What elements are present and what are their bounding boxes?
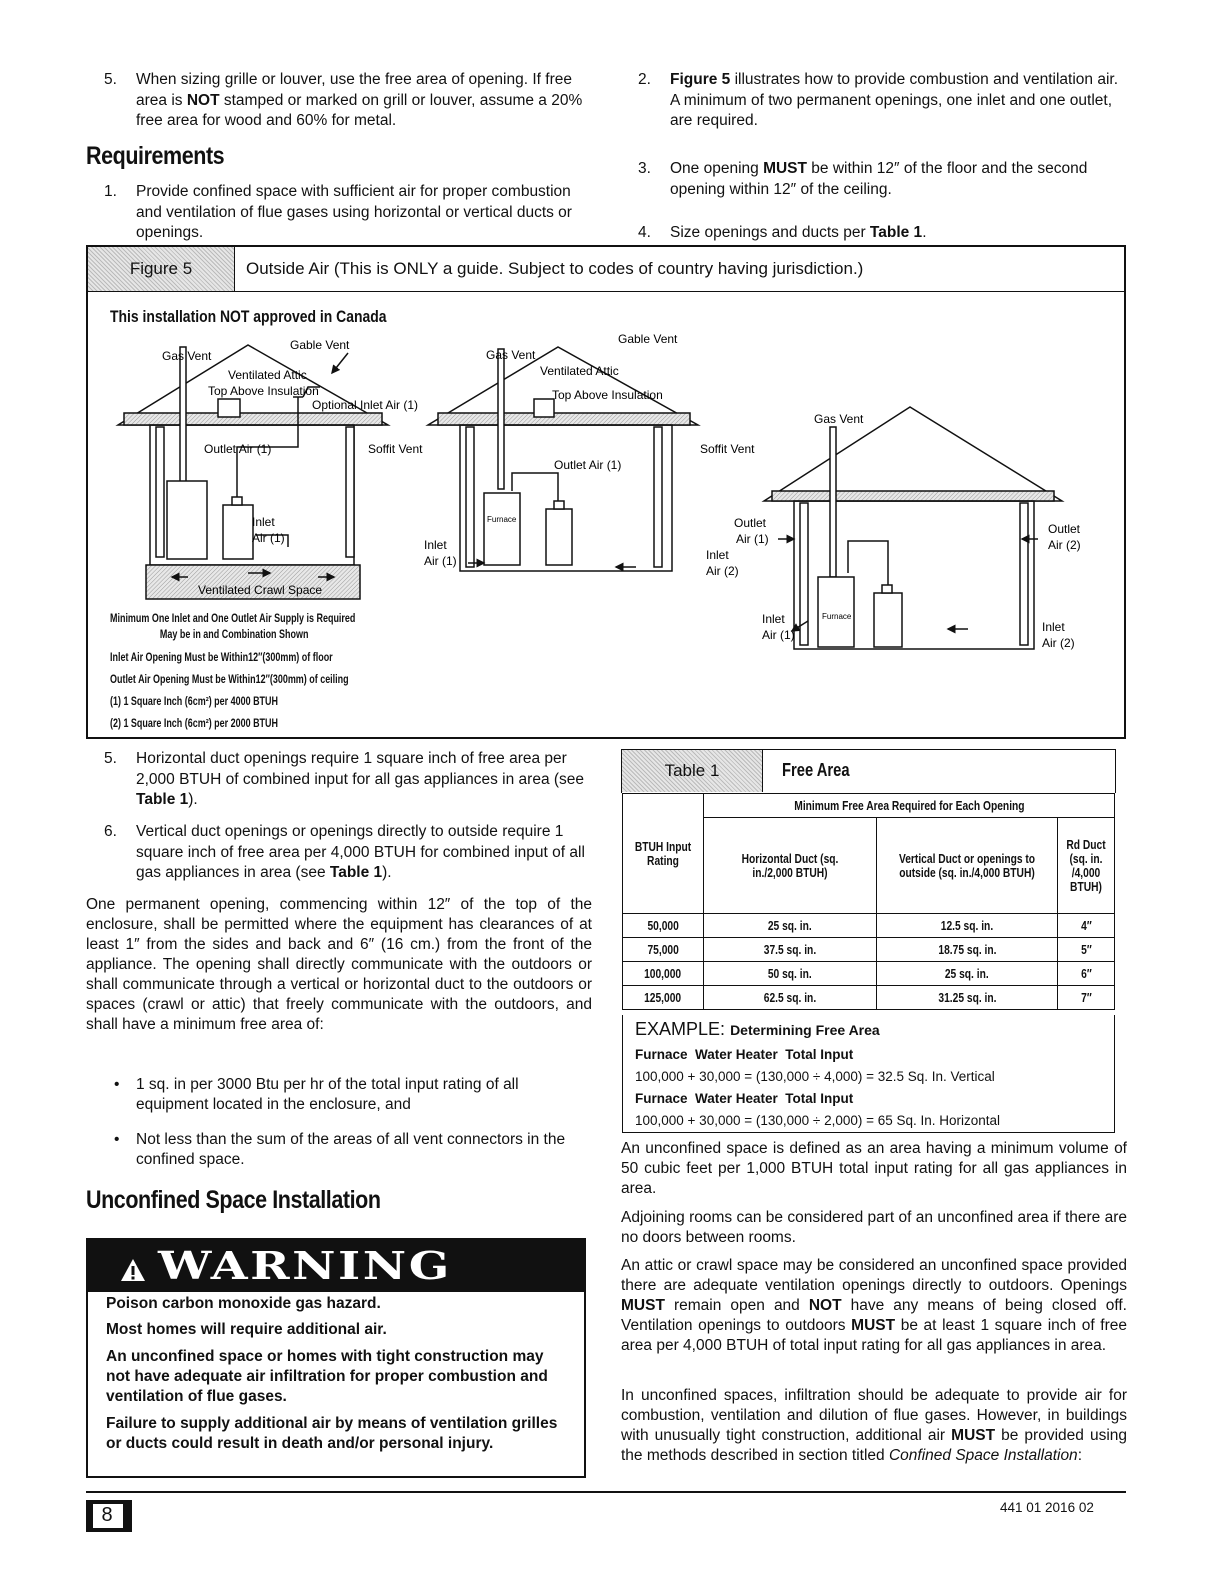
figure-note: May be in and Combination Shown	[159, 629, 309, 641]
list-item: 5. Horizontal duct openings require 1 square inch of free area per 2,000 BTUH of combined input for all gas appliances in area (see Table 1).	[104, 750, 585, 808]
table-cell: 62.5 sq. in.	[704, 986, 877, 1010]
top-above-insulation-label: Top Above Insulation	[208, 384, 319, 398]
page-number-box	[86, 1500, 132, 1532]
figure-note: Outlet Air Opening Must be Within12″(300mm) of ceiling	[110, 674, 349, 686]
table-row	[623, 914, 1115, 938]
inlet-label: Inlet	[706, 548, 729, 562]
table-cell: 50 sq. in.	[704, 962, 877, 986]
warning-banner	[88, 1240, 584, 1292]
warning-text: Failure to supply additional air by means of ventilation grilles or ducts could result in death and/or personal injury.	[106, 1415, 558, 1452]
air-1-label: Air (1)	[736, 532, 769, 546]
outlet-air-label: Outlet Air (1)	[554, 458, 622, 472]
table-header: Horizontal Duct (sq. in./2,000 BTUH)	[704, 818, 877, 914]
warning-text: Most homes will require additional air.	[106, 1321, 387, 1338]
item-number: 1.	[104, 183, 117, 200]
paragraph: In unconfined spaces, infiltration should be adequate to provide air for combustion, ventilation and dilution of flue gases. However, in buildings with unusually tight construction, additional air MUST be provided using the methods described in section titled Confined Space Installation:	[621, 1387, 1127, 1464]
ventilated-crawl-space-label: Ventilated Crawl Space	[198, 583, 323, 597]
inlet-label: Inlet	[424, 538, 447, 552]
requirements-heading: Requirements	[86, 142, 225, 170]
table-cell: 4″	[1058, 914, 1115, 938]
item-number: 2.	[638, 71, 651, 88]
example-line: 100,000 + 30,000 = (130,000 ÷ 2,000) = 65 Sq. In. Horizontal	[635, 1113, 1001, 1128]
table-cell: 75,000	[623, 938, 704, 962]
gas-vent-label: Gas Vent	[814, 412, 864, 426]
list-item: 3. One opening MUST be within 12″ of the floor and the second opening within 12″ of the ceiling.	[638, 160, 1088, 198]
table-cell: 18.75 sq. in.	[877, 938, 1058, 962]
bullet-item: • 1 sq. in per 3000 Btu per hr of the total input rating of all equipment located in the enclosure, and	[114, 1076, 519, 1113]
table-cell: 25 sq. in.	[704, 914, 877, 938]
table-cell: 6″	[1058, 962, 1115, 986]
canada-note: This installation NOT approved in Canada	[110, 307, 387, 326]
table-title: Free Area	[782, 760, 850, 780]
gable-vent-label: Gable Vent	[290, 338, 350, 352]
table-header: BTUH Input Rating	[623, 794, 704, 914]
permanent-opening-paragraph: One permanent opening, commencing within 12″ of the top of the enclosure, shall be permitted where the equipment has clearances of at least 1″ from the sides and back and 6″ (16 cm.) from the front of the appliance. The opening shall directly communicate with the outdoors or shall communicate through a vertical or horizontal duct to the outdoors or spaces (crawl or attic) that freely communicate with the outdoors, and shall have a minimum free area of:	[86, 896, 592, 1033]
list-item: 6. Vertical duct openings or openings directly to outside require 1 square inch of free area per 4,000 BTUH for combined input of all gas appliances in area (see Table 1).	[104, 823, 585, 881]
table-header: Minimum Free Area Required for Each Opening	[704, 794, 1115, 818]
example-line: 100,000 + 30,000 = (130,000 ÷ 4,000) = 32.5 Sq. In. Vertical	[635, 1069, 995, 1084]
inlet-label: Inlet	[252, 515, 275, 529]
figure-5	[86, 245, 1126, 739]
figure-note: (2) 1 Square Inch (6cm²) per 2000 BTUH	[110, 718, 278, 730]
optional-inlet-air-label: Optional Inlet Air (1)	[312, 398, 419, 412]
paragraph: Adjoining rooms can be considered part of an unconfined area if there are no doors between rooms.	[621, 1209, 1127, 1246]
ventilated-attic-label: Ventilated Attic	[228, 368, 307, 382]
soffit-vent-label: Soffit Vent	[368, 442, 423, 456]
air-1-label: Air (1)	[252, 531, 285, 545]
warning-title: WARNING	[158, 1243, 452, 1288]
footer-rule	[86, 1491, 1126, 1493]
figure-tag: Figure 5	[88, 247, 235, 291]
gas-vent-label: Gas Vent	[486, 348, 536, 362]
inlet-label: Inlet	[762, 612, 785, 626]
paragraph: An unconfined space is defined as an area having a minimum volume of 50 cubic feet per 1,000 BTUH total input rating for all gas appliances in area.	[621, 1140, 1127, 1197]
table-tag: Table 1	[622, 750, 763, 792]
paragraph: An attic or crawl space may be considered an unconfined space provided there are adequate ventilation openings directly to outdoors. Openings MUST remain open and NOT have any means of being closed off. Ventilation openings to outdoors MUST be at least 1 square inch of free area per 4,000 BTUH of total input rating for all gas appliances in area.	[621, 1257, 1127, 1354]
table-cell: 7″	[1058, 986, 1115, 1010]
table-header: Vertical Duct or openings to outside (sq. in./4,000 BTUH)	[877, 818, 1058, 914]
table-row	[623, 962, 1115, 986]
example-heading: Furnace Water Heater Total Input	[635, 1047, 854, 1062]
air-2-label: Air (2)	[706, 564, 739, 578]
air-2-label: Air (2)	[1042, 636, 1075, 650]
item-number: 4.	[638, 224, 651, 241]
outlet-air-label: Outlet Air (1)	[204, 442, 272, 456]
figure-title: Outside Air (This is ONLY a guide. Subject to codes of country having jurisdiction.)	[246, 259, 864, 278]
soffit-vent-label: Soffit Vent	[700, 442, 755, 456]
list-item: 1. Provide confined space with sufficient air for proper combustion and ventilation of flue gases using horizontal or vertical ducts or openings.	[104, 183, 572, 241]
figure-note: Minimum One Inlet and One Outlet Air Supply is Required	[110, 613, 356, 625]
table-header: Rd Duct (sq. in. /4,000 BTUH)	[1058, 818, 1115, 914]
free-area-table	[622, 793, 1115, 1010]
example-heading: Furnace Water Heater Total Input	[635, 1091, 854, 1106]
bullet-item: • Not less than the sum of the areas of all vent connectors in the confined space.	[114, 1131, 566, 1168]
figure-notes	[110, 611, 470, 735]
air-1-label: Air (1)	[762, 628, 795, 642]
item-number: 3.	[638, 160, 651, 177]
item-number: 5.	[104, 750, 117, 767]
table-cell: 25 sq. in.	[877, 962, 1058, 986]
item-number: 6.	[104, 823, 117, 840]
ventilated-attic-label: Ventilated Attic	[540, 364, 619, 378]
gas-vent-label: Gas Vent	[162, 349, 212, 363]
house-3	[764, 407, 1062, 649]
warning-box	[86, 1238, 586, 1478]
table-cell: 12.5 sq. in.	[877, 914, 1058, 938]
doc-number: 441 01 2016 02	[1000, 1500, 1094, 1515]
table-1-box	[621, 749, 1116, 793]
warning-text: An unconfined space or homes with tight construction may not have adequate air infiltration for proper combustion and ventilation of flue gases.	[106, 1348, 548, 1405]
example-box	[622, 1015, 1115, 1133]
air-2-label: Air (2)	[1048, 538, 1081, 552]
table-cell: 100,000	[623, 962, 704, 986]
item-number: 5.	[104, 71, 117, 88]
furnace-label: Furnace	[487, 515, 517, 524]
warning-triangle-icon	[120, 1258, 146, 1282]
air-1-label: Air (1)	[424, 554, 457, 568]
warning-text: Poison carbon monoxide gas hazard.	[106, 1295, 381, 1312]
outlet-label: Outlet	[1048, 522, 1081, 536]
figure-note: Inlet Air Opening Must be Within12″(300mm) of floor	[110, 652, 333, 664]
table-cell: 37.5 sq. in.	[704, 938, 877, 962]
table-cell: 50,000	[623, 914, 704, 938]
furnace-label: Furnace	[822, 612, 852, 621]
figure-note: (1) 1 Square Inch (6cm²) per 4000 BTUH	[110, 696, 278, 708]
unconfined-heading: Unconfined Space Installation	[86, 1186, 381, 1214]
list-item: 5. When sizing grille or louver, use the free area of opening. If free area is NOT stamped or marked on grill or louver, assume a 20% free area for wood and 60% for metal.	[104, 71, 583, 129]
table-row	[623, 938, 1115, 962]
table-cell: 5″	[1058, 938, 1115, 962]
table-cell: 31.25 sq. in.	[877, 986, 1058, 1010]
page-number: 8	[101, 1504, 113, 1526]
list-item: 2. Figure 5 illustrates how to provide combustion and ventilation air. A minimum of two permanent openings, one inlet and one outlet, are required.	[638, 71, 1119, 129]
outlet-label: Outlet	[734, 516, 767, 530]
gable-vent-label: Gable Vent	[618, 332, 678, 346]
example-title: EXAMPLE: Determining Free Area	[635, 1019, 880, 1039]
table-cell: 125,000	[623, 986, 704, 1010]
list-item: 4. Size openings and ducts per Table 1.	[638, 223, 1128, 244]
table-row	[623, 986, 1115, 1010]
top-above-insulation-label: Top Above Insulation	[552, 388, 663, 402]
inlet-label: Inlet	[1042, 620, 1065, 634]
